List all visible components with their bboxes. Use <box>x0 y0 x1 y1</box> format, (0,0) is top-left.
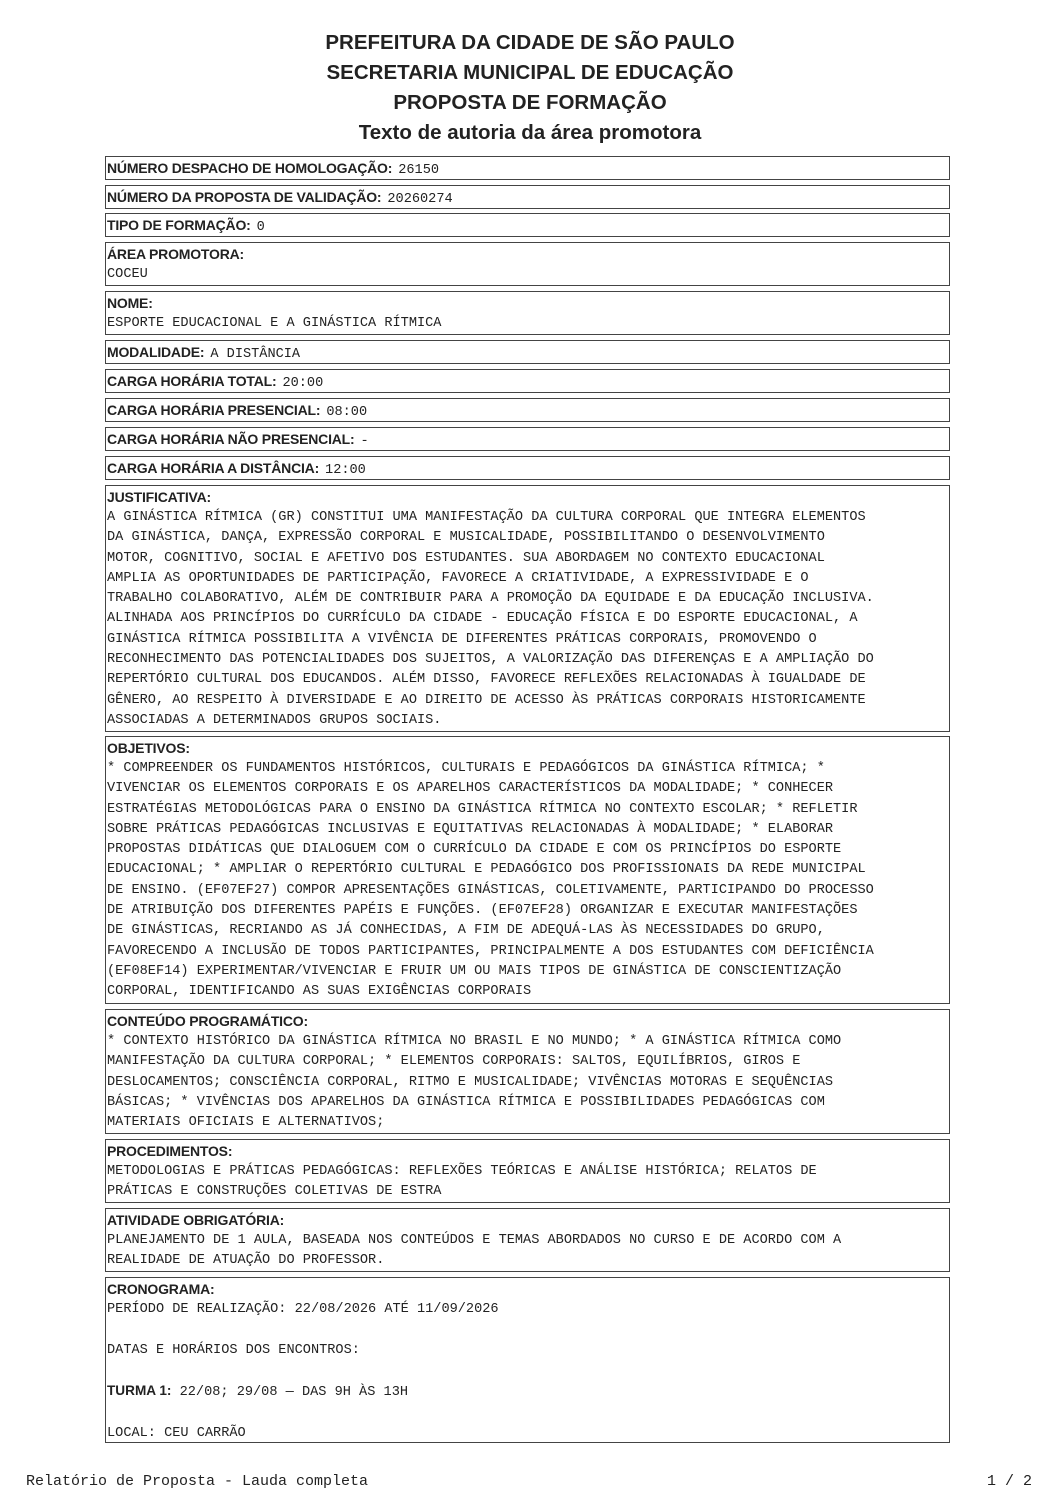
header-proposta: PROPOSTA DE FORMAÇÃO <box>393 91 667 114</box>
field-label: TIPO DE FORMAÇÃO: <box>107 217 251 233</box>
field-conteudo-programatico <box>105 1009 950 1134</box>
field-area-promotora <box>105 242 950 286</box>
footer-report-title: Relatório de Proposta - Lauda completa <box>26 1473 369 1490</box>
field-label: CARGA HORÁRIA A DISTÂNCIA: <box>107 460 320 476</box>
document-header <box>0 28 1060 148</box>
field-label: NÚMERO DA PROPOSTA DE VALIDAÇÃO: <box>107 189 382 205</box>
field-nome <box>105 291 950 335</box>
field-value: A DISTÂNCIA <box>210 347 301 362</box>
field-proposta <box>105 185 950 209</box>
field-tipo-formacao <box>105 213 950 237</box>
field-label: CARGA HORÁRIA PRESENCIAL: <box>107 402 321 418</box>
cronograma-local: LOCAL: CEU CARRÃO <box>107 1425 246 1441</box>
field-value: A GINÁSTICA RÍTMICA (GR) CONSTITUI UMA MANIFESTAÇÃO DA CULTURA CORPORAL QUE INTEGRA ELEMENTOS DA GINÁSTICA, DANÇA, EXPRESSÃO CORPORAL E MUSICALIDADE, POSSIBILITANDO O DESENVOLVIMENTO MOTOR, COGNITIVO, SOCIAL E AFETIVO DOS ESTUDANTES. SUA ABORDAGEM NO CONTEXTO EDUCACIONAL AMPLIA AS OPORTUNIDADES DE PARTICIPAÇÃO, FAVORECE A CRIATIVIDADE, A EXPRESSIVIDADE E O TRABALHO COLABORATIVO, ALÉM DE CONTRIBUIR PARA A PROMOÇÃO DA EQUIDADE E DA EDUCAÇÃO INCLUSIVA. ALINHADA AOS PRINCÍPIOS DO CURRÍCULO DA CIDADE - EDUCAÇÃO FÍSICA E DO ESPORTE EDUCACIONAL, A GINÁSTICA RÍTMICA POSSIBILITA A VIVÊNCIA DE DIFERENTES PRÁTICAS CORPORAIS, PROMOVENDO O RECONHECIMENTO DAS POTENCIALIDADES DOS SUJEITOS, A VALORIZAÇÃO DAS DIFERENÇAS E A AMPLIAÇÃO DO REPERTÓRIO CULTURAL DOS EDUCANDOS. ALÉM DISSO, FAVORECE REFLEXÕES RELACIONADAS À IGUALDADE DE GÊNERO, AO RESPEITO À DIVERSIDADE E AO DIREITO DE ACESSO ÀS PRÁTICAS CORPORAIS HISTORICAMENTE ASSOCIADAS A DETERMINADOS GRUPOS SOCIAIS. <box>107 510 874 728</box>
footer-page-number: 1 / 2 <box>986 1473 1032 1490</box>
field-value: 26150 <box>398 163 440 178</box>
field-value: COCEU <box>107 267 148 282</box>
field-despacho <box>105 156 950 180</box>
cronograma-spacer-3 <box>107 1403 949 1423</box>
field-modalidade <box>105 340 950 364</box>
field-label: JUSTIFICATIVA: <box>107 489 212 505</box>
cronograma-spacer-2 <box>107 1361 949 1381</box>
header-subtitle: Texto de autoria da área promotora <box>358 121 702 144</box>
field-value: 0 <box>256 220 265 235</box>
field-objetivos <box>105 736 950 1004</box>
field-label: CARGA HORÁRIA TOTAL: <box>107 373 277 389</box>
cronograma-turma <box>107 1381 949 1403</box>
field-procedimentos <box>105 1139 950 1203</box>
cronograma-spacer-1 <box>107 1320 949 1340</box>
field-value: PLANEJAMENTO DE 1 AULA, BASEADA NOS CONTEÚDOS E TEMAS ABORDADOS NO CURSO E DE ACORDO COM A REALIDADE DE ATUAÇÃO DO PROFESSOR. <box>107 1233 842 1269</box>
field-value: ESPORTE EDUCACIONAL E A GINÁSTICA RÍTMICA <box>107 316 442 331</box>
field-value: * CONTEXTO HISTÓRICO DA GINÁSTICA RÍTMICA NO BRASIL E NO MUNDO; * A GINÁSTICA RÍTMICA COMO MANIFESTAÇÃO DA CULTURA CORPORAL; * ELEMENTOS CORPORAIS: SALTOS, EQUILÍBRIOS, GIROS E DESLOCAMENTOS; CONSCIÊNCIA CORPORAL, RITMO E MUSICALIDADE; VIVÊNCIAS MOTORAS E SEQUÊNCIAS BÁSICAS; * VIVÊNCIAS DOS APARELHOS DA GINÁSTICA RÍTMICA E POSSIBILIDADES PEDAGÓGICAS COM MATERIAIS OFICIAIS E ALTERNATIVOS; <box>107 1034 842 1131</box>
field-value: 12:00 <box>325 463 366 478</box>
field-value: 20:00 <box>282 376 324 391</box>
field-label: OBJETIVOS: <box>107 740 190 756</box>
field-label: MODALIDADE: <box>107 344 205 360</box>
field-label: CARGA HORÁRIA NÃO PRESENCIAL: <box>107 431 355 447</box>
field-carga-total <box>105 369 950 393</box>
field-label: CONTEÚDO PROGRAMÁTICO: <box>107 1013 308 1029</box>
field-value: 20260274 <box>387 192 453 207</box>
field-value: METODOLOGIAS E PRÁTICAS PEDAGÓGICAS: REFLEXÕES TEÓRICAS E ANÁLISE HISTÓRICA; RELATOS DE PRÁTICAS E CONSTRUÇÕES COLETIVAS DE ESTRA <box>107 1164 817 1200</box>
field-label: PROCEDIMENTOS: <box>107 1143 233 1159</box>
cronograma-datas: DATAS E HORÁRIOS DOS ENCONTROS: <box>107 1342 360 1358</box>
field-label: ÁREA PROMOTORA: <box>107 246 245 262</box>
field-value: 08:00 <box>326 405 368 420</box>
field-justificativa <box>105 485 950 732</box>
header-secretaria: SECRETARIA MUNICIPAL DE EDUCAÇÃO <box>326 61 734 84</box>
field-label: CRONOGRAMA: <box>107 1281 215 1297</box>
field-label: NÚMERO DESPACHO DE HOMOLOGAÇÃO: <box>107 160 393 176</box>
field-carga-presencial <box>105 398 950 422</box>
field-cronograma <box>105 1277 950 1443</box>
field-carga-distancia <box>105 456 950 480</box>
field-label: ATIVIDADE OBRIGATÓRIA: <box>107 1212 285 1228</box>
turma-value: 22/08; 29/08 — DAS 9H ÀS 13H <box>171 1385 409 1401</box>
cronograma-periodo: PERÍODO DE REALIZAÇÃO: 22/08/2026 ATÉ 11/09/2026 <box>107 1302 499 1317</box>
field-value: * COMPREENDER OS FUNDAMENTOS HISTÓRICOS, CULTURAIS E PEDAGÓGICOS DA GINÁSTICA RÍTMICA; * VIVENCIAR OS ELEMENTOS CORPORAIS E OS APARELHOS CARACTERÍSTICOS DA MODALIDADE; * CONHECER ESTRATÉGIAS METODOLÓGICAS PARA O ENSINO DA GINÁSTICA RÍTMICA NO CONTEXTO ESCOLAR; * REFLETIR SOBRE PRÁTICAS PEDAGÓGICAS INCLUSIVAS E EQUITATIVAS RELACIONADAS À MODALIDADE; * ELABORAR PROPOSTAS DIDÁTICAS QUE DIALOGUEM COM O CURRÍCULO DA CIDADE E COM OS PRINCÍPIOS DO ESPORTE EDUCACIONAL; * AMPLIAR O REPERTÓRIO CULTURAL E PEDAGÓGICO DOS PROFISSIONAIS DA REDE MUNICIPAL DE ENSINO. (EF07EF27) COMPOR APRESENTAÇÕES GINÁSTICAS, COLETIVAMENTE, PARTICIPANDO DO PROCESSO DE ATRIBUIÇÃO DOS DIFERENTES PAPÉIS E FUNÇÕES. (EF07EF28) ORGANIZAR E EXECUTAR MANIFESTAÇÕES DE GINÁSTICAS, RECRIANDO AS JÁ CONHECIDAS, A FIM DE ADEQUÁ-LAS ÀS NECESSIDADES DO GRUPO, FAVORECENDO A INCLUSÃO DE TODOS PARTICIPANTES, PRINCIPALMENTE A DOS ESTUDANTES COM DEFICIÊNCIA (EF08EF14) EXPERIMENTAR/VIVENCIAR E FRUIR UM OU MAIS TIPOS DE GINÁSTICA DE CONSCIENTIZAÇÃO CORPORAL, IDENTIFICANDO AS SUAS EXIGÊNCIAS CORPORAIS <box>107 761 874 1000</box>
field-carga-nao-presencial <box>105 427 950 451</box>
header-prefeitura: PREFEITURA DA CIDADE DE SÃO PAULO <box>325 31 735 54</box>
turma-label: TURMA 1: <box>107 1383 172 1399</box>
field-atividade-obrigatoria <box>105 1208 950 1272</box>
field-value: - <box>360 434 369 449</box>
field-label: NOME: <box>107 295 153 311</box>
